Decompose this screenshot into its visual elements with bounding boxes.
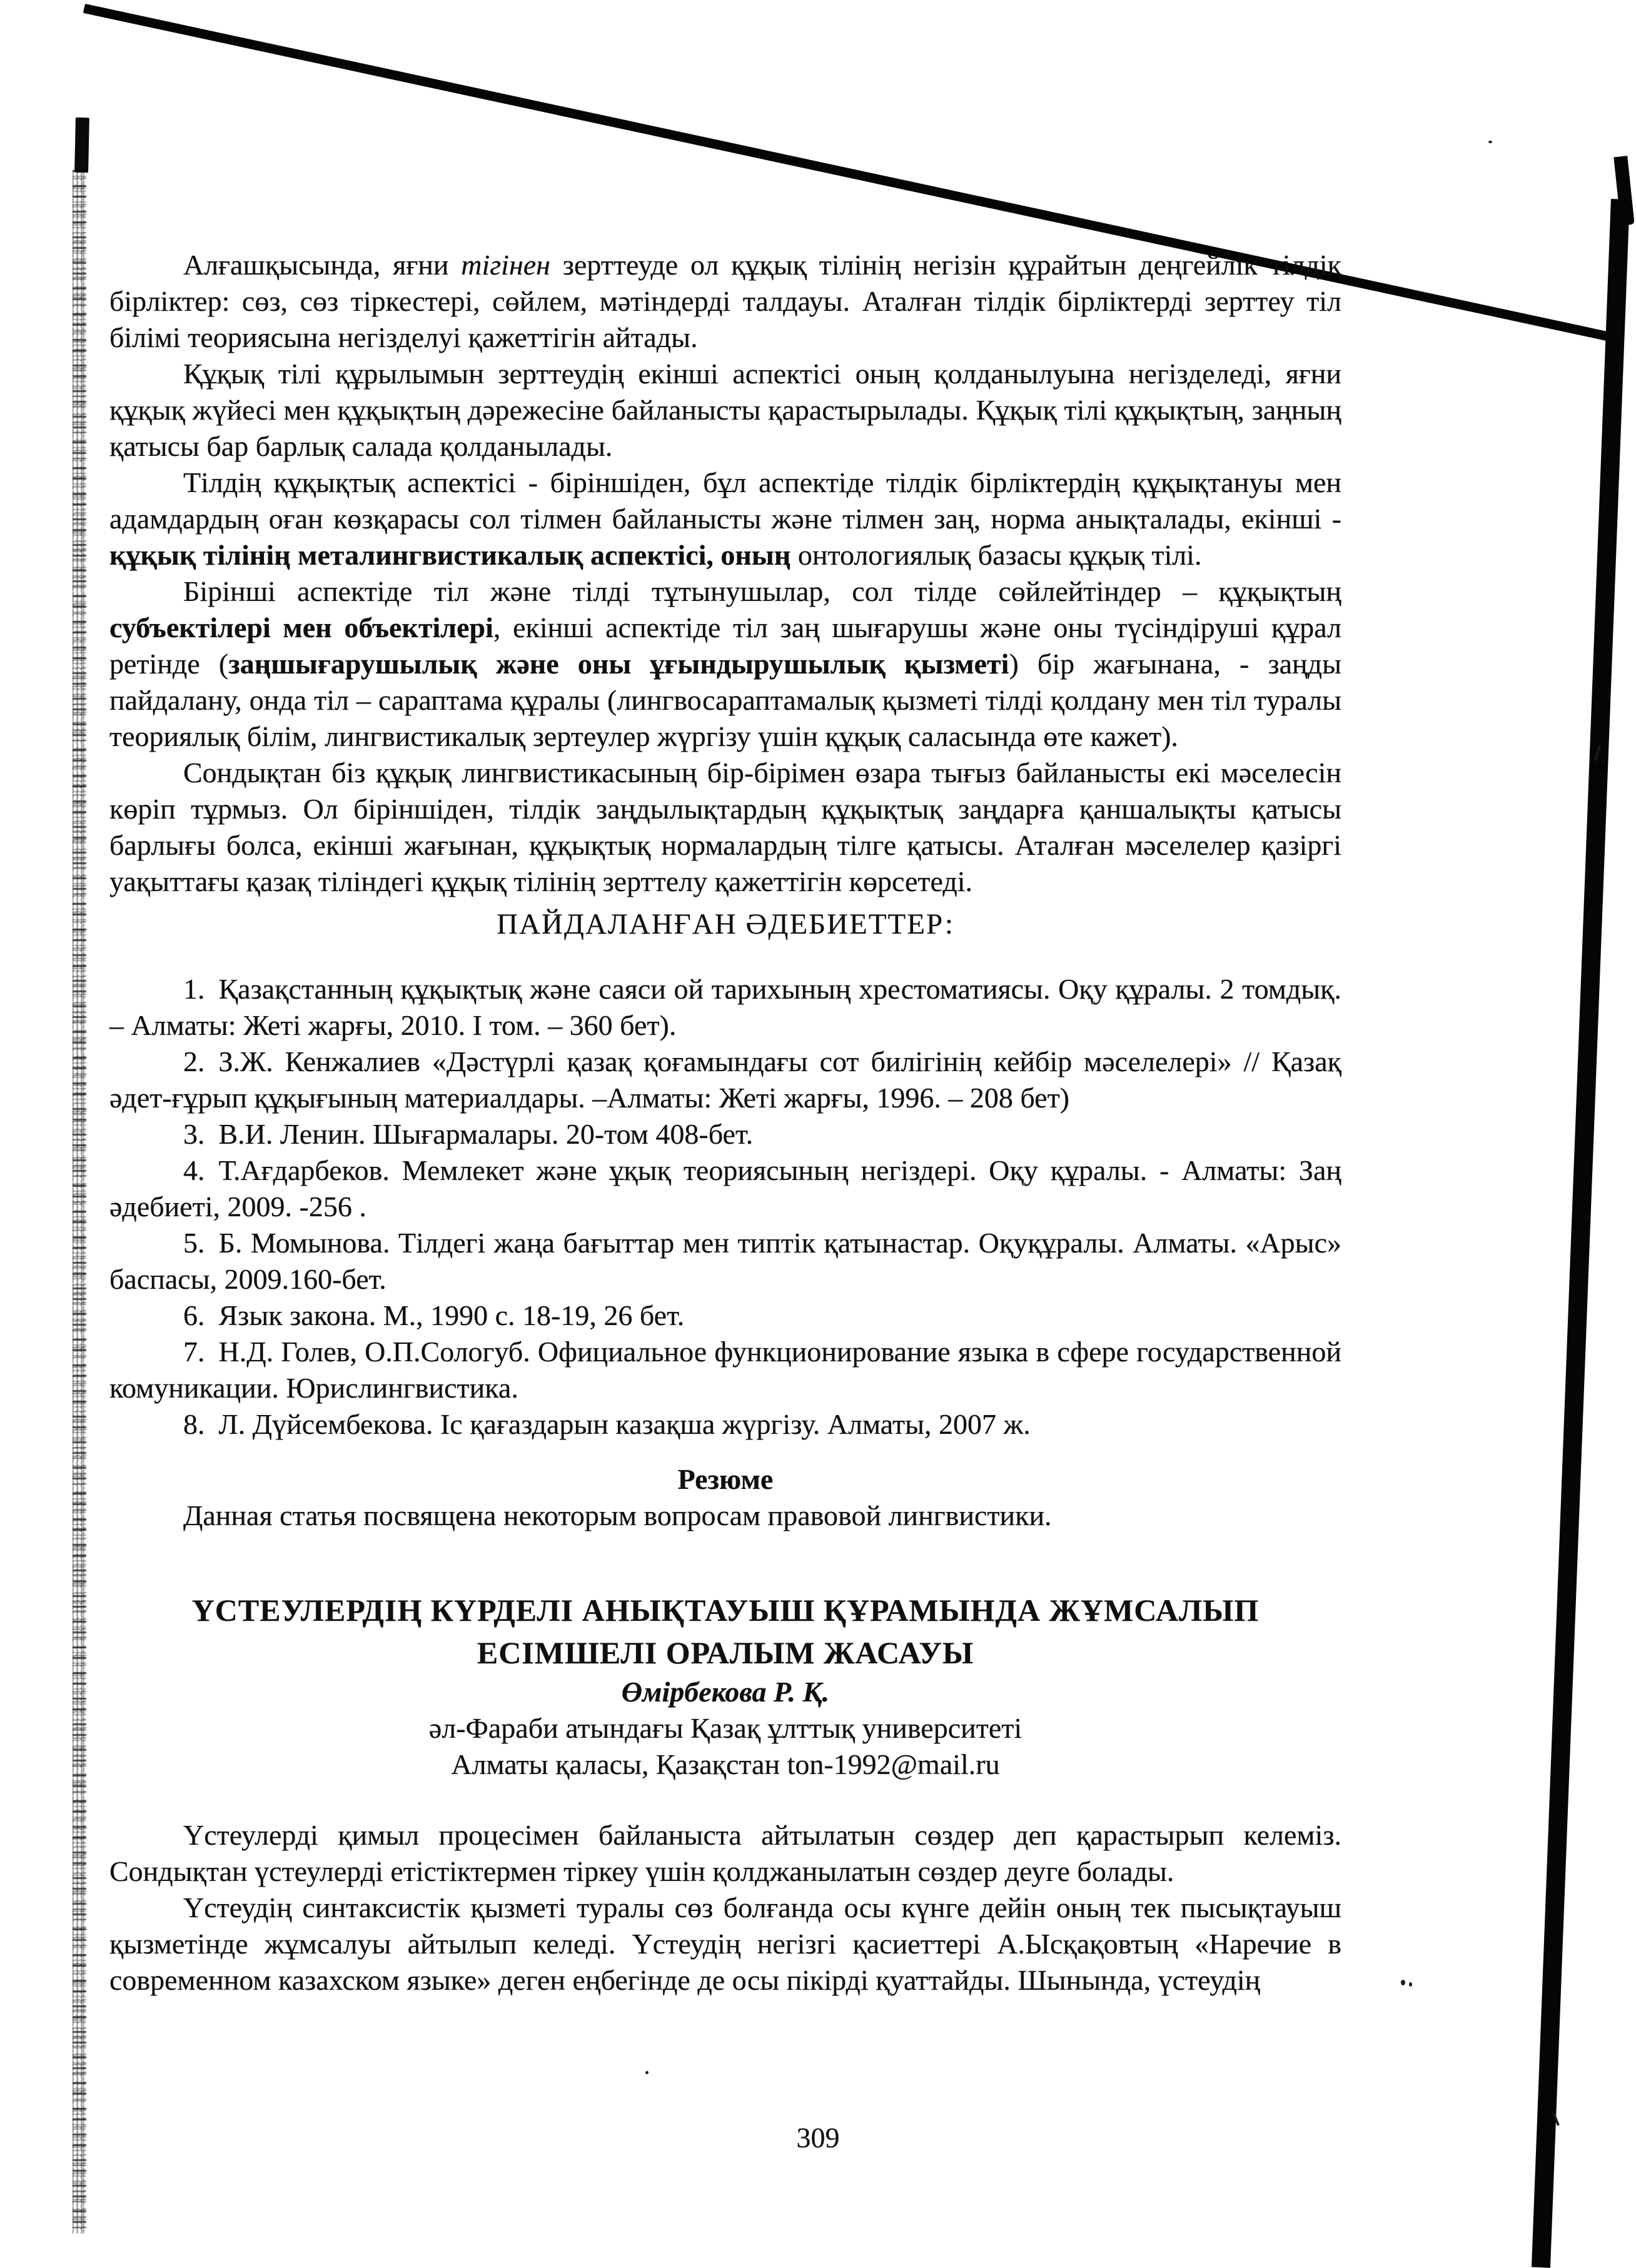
scan-left-margin-bar: [74, 118, 89, 173]
paragraph: Құқық тілі құрылымын зерттеудің екінші аспектісі оның қолданылуына негізделеді, яғни құқық жүйесі мен құқықтың дәрежесіне байланысты қарастырылады. Құқық тілі құқықтың, заңның қатысы бар барлық салада қолданылады.: [109, 358, 1341, 462]
reference-item: [109, 1334, 1341, 1406]
reference-item: [109, 1116, 1341, 1152]
scan-speck: [1401, 1980, 1405, 1985]
reference-item: [109, 1225, 1341, 1298]
reference-number: 2.: [183, 1046, 205, 1077]
paragraph: Алғашқысында, яғни тігінен зерттеуде ол құқық тілінің негізін құрайтын деңгейлік тілдік бірліктер: сөз, сөз тіркестері, сөйлем, мәтіндерді талдауы. Аталған тілдік бірліктерді зерттеу тіл білімі теориясына негізделуі қажеттігін айтады.: [109, 249, 1342, 353]
article2-affiliation: әл-Фараби атындағы Қазақ ұлттық университеті: [428, 1712, 1022, 1744]
reference-item: [109, 1044, 1341, 1116]
resume-text: Данная статья посвящена некоторым вопросам правовой лингвистики.: [183, 1499, 1052, 1531]
article2-header: [109, 1589, 1341, 1783]
reference-text: В.И. Ленин. Шығармалары. 20-том 408-бет.: [218, 1118, 754, 1150]
paragraph: Бірінші аспектіде тіл және тілді тұтынушылар, сол тілде сөйлейтіндер – құқықтың субъектілері мен объектілері, екінші аспектіде тіл заң шығарушы және оны түсіндіруші құрал ретінде (заңшығарушылық және оны ұғындырушылық қызметі) бір жағынана, - заңды пайдалану, онда тіл – сараптама құралы (лингвосараптамалық қызметі тілді қолдану мен тіл туралы теориялық білім, лингвистикалық зертеулер жүргізу үшін құқық саласында өте кажет).: [109, 575, 1341, 752]
references-list: [109, 971, 1341, 1443]
article2-location-email: Алматы қаласы, Қазақстан ton-1992@mail.ru: [451, 1748, 1000, 1780]
paragraph: Тілдің құқықтық аспектісі - біріншіден, бұл аспектіде тілдік бірліктердің құқықтануы мен адамдардың оған көзқарасы сол тілмен байланысты және тілмен заң, норма анықталады, екінші - құқық тілінің металингвистикалық аспектісі, оның онтологиялық базасы құқық тілі.: [109, 466, 1341, 571]
reference-text: Б. Момынова. Тілдегі жаңа бағыттар мен типтік қатынастар. Оқуқұралы. Алматы. «Арыс» баспасы, 2009.160-бет.: [109, 1227, 1341, 1295]
article2-author: Өмірбекова Р. Қ.: [621, 1676, 830, 1708]
article1-body: [109, 247, 1341, 1534]
paragraph: Сондықтан біз құқық лингвистикасының бір-бірімен өзара тығыз байланысты екі мәселесін көріп тұрмыз. Ол біріншіден, тілдік заңдылықтардың құқықтық заңдарға қаншалықты қатысы барлығы болса, екінші жағынан, құқықтық нормалардың тілге қатысы. Аталған мәселелер қазіргі уақыттағы қазақ тіліндегі құқық тілінің зерттелу қажеттігін көрсетеді.: [109, 757, 1341, 897]
bibliography-heading: ПАЙДАЛАНҒАН ӘДЕБИЕТТЕР:: [497, 908, 954, 940]
reference-number: 5.: [183, 1227, 205, 1259]
scan-speck: [1488, 141, 1492, 143]
resume-heading: Резюме: [677, 1463, 774, 1495]
reference-number: 8.: [183, 1408, 205, 1440]
article2-title-line2: ЕСІМШЕЛІ ОРАЛЫМ ЖАСАУЫ: [477, 1635, 974, 1670]
reference-number: 6.: [183, 1299, 205, 1331]
reference-item: [109, 1406, 1341, 1443]
reference-number: 1.: [183, 973, 205, 1005]
paragraph: Үстеудің синтаксистік қызметі туралы сөз болғанда осы күнге дейін оның тек пысықтауыш қызметінде жұмсалуы айтылып келеді. Үстеудің негізгі қасиеттері А.Ысқақовтың «Наречие в современном казахском языке» деген еңбегінде де осы пікірді қуаттайды. Шынында, үстеудің: [109, 1892, 1341, 1996]
article2-title-line1: ҮСТЕУЛЕРДІҢ КҮРДЕЛІ АНЫҚТАУЫШ ҚҰРАМЫНДА ЖҰМСАЛЫП: [191, 1593, 1260, 1628]
article2-body: [109, 1817, 1341, 1998]
reference-text: Т.Ағдарбеков. Мемлекет және ұқық теориясының негіздері. Оқу құралы. - Алматы: Заң әдебиеті, 2009. -256 .: [109, 1154, 1341, 1222]
page-number: 309: [796, 2122, 840, 2154]
reference-item: [109, 971, 1341, 1044]
reference-text: Язык закона. М., 1990 с. 18-19, 26 бет.: [218, 1299, 685, 1331]
article2-title: [109, 1589, 1341, 1674]
scan-speck: [645, 2071, 649, 2074]
scan-right-edge-band: [1532, 199, 1630, 2268]
reference-number: 7.: [183, 1336, 205, 1368]
reference-item: [109, 1298, 1341, 1334]
reference-text: З.Ж. Кенжалиев «Дәстүрлі қазақ қоғамындағы сот билігінің кейбір мәселелері» // Қазақ әдет-ғұрып құқығының материалдары. –Алматы: Жеті жарғы, 1996. – 208 бет): [109, 1046, 1341, 1114]
reference-number: 3.: [183, 1118, 205, 1150]
scan-left-speckle-strip: [73, 170, 86, 2234]
paragraph: Үстеулерді қимыл процесімен байланыста айтылатын сөздер деп қарастырып келеміз. Сондықтан үстеулерді етістіктермен тіркеу үшін қолджанылатын сөздер деуге болады.: [109, 1819, 1341, 1887]
reference-text: Қазақстанның құқықтық және саяси ой тарихының хрестоматиясы. Оқу құралы. 2 томдық. – Алматы: Жеті жарғы, 2010. І том. – 360 бет).: [109, 973, 1341, 1041]
reference-text: Н.Д. Голев, О.П.Сологуб. Официальное функционирование языка в сфере государственной комуникации. Юрислингвистика.: [109, 1336, 1341, 1404]
page-content: [109, 247, 1341, 1998]
reference-number: 4.: [183, 1154, 205, 1186]
reference-text: Л. Дүйсембекова. Іс қағаздарын казақша жүргізу. Алматы, 2007 ж.: [218, 1408, 1031, 1440]
reference-item: [109, 1152, 1341, 1225]
